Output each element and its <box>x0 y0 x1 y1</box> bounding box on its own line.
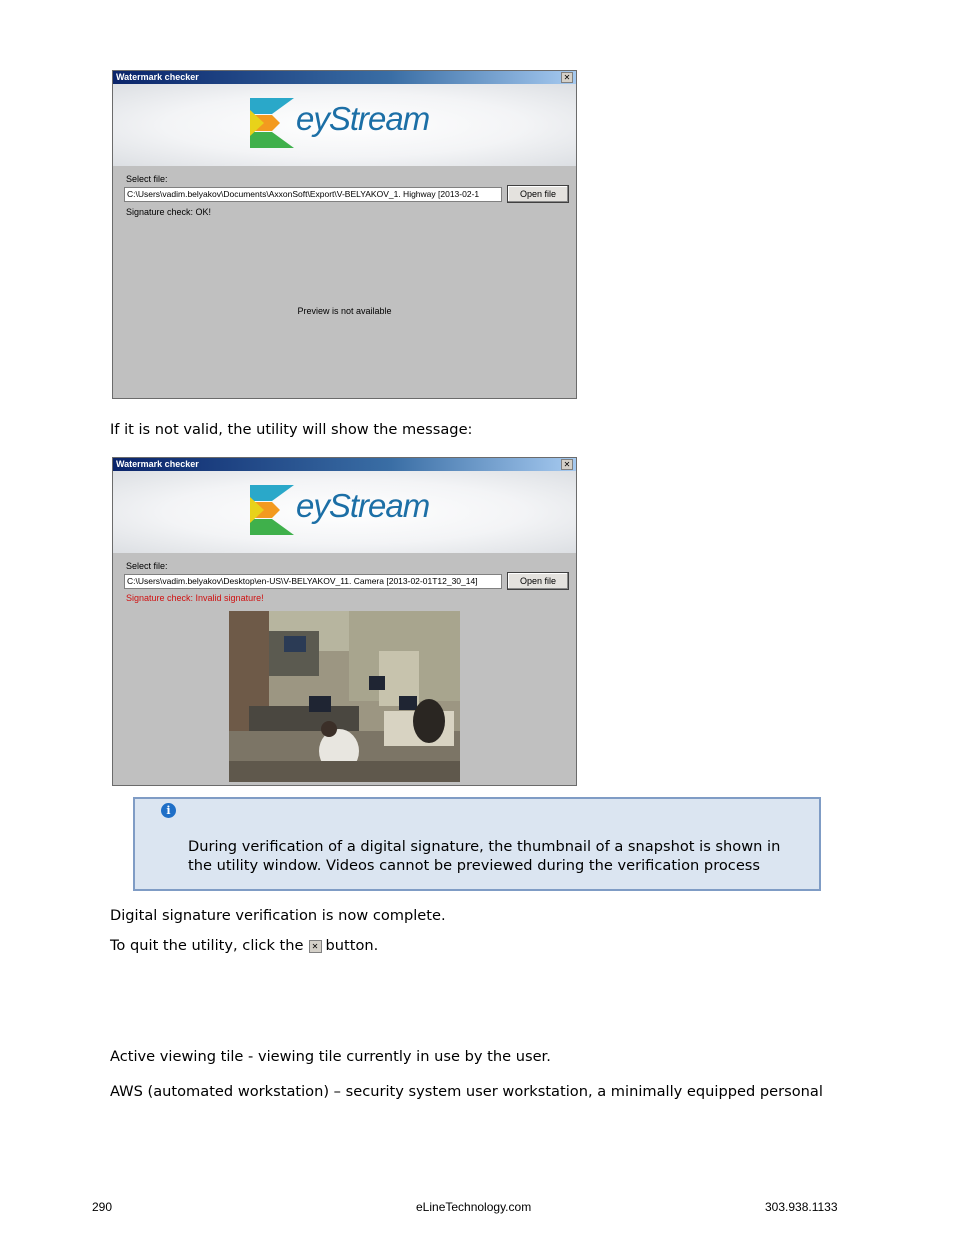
logo-text: eyStream <box>296 100 430 137</box>
footer-phone: 303.938.1133 <box>765 1200 838 1214</box>
paragraph-complete: Digital signature verification is now complete. <box>110 907 446 924</box>
open-file-button[interactable]: Open file <box>507 185 569 203</box>
quit-text-after: button. <box>325 937 379 954</box>
note-line-2: the utility window. Videos cannot be previewed during the verification process <box>188 857 761 874</box>
footer-website: eLineTechnology.com <box>416 1200 532 1214</box>
close-icon[interactable]: ✕ <box>561 459 573 470</box>
note-line-1: During verification of a digital signature, the thumbnail of a snapshot is shown in <box>188 838 781 855</box>
logo-banner <box>113 471 576 553</box>
info-icon: i <box>161 803 176 818</box>
eystream-logo-icon <box>250 485 296 535</box>
file-path-input[interactable]: C:\Users\vadim.belyakov\Documents\AxxonSoft\Export\V-BELYAKOV_1. Highway [2013-02-1 <box>124 187 502 202</box>
signature-status: Signature check: OK! <box>126 207 212 217</box>
eystream-logo <box>250 485 445 535</box>
logo-text: eyStream <box>296 487 430 524</box>
info-note <box>133 797 821 891</box>
window-title-bar <box>113 71 576 84</box>
select-file-label: Select file: <box>126 174 168 184</box>
window-title: Watermark checker <box>116 459 199 469</box>
file-path-input[interactable]: C:\Users\vadim.belyakov\Desktop\en-US\V-BELYAKOV_11. Camera [2013-02-01T12_30_14] <box>124 574 502 589</box>
office-snapshot-image <box>229 611 460 782</box>
window-title-bar <box>113 458 576 471</box>
snapshot-thumbnail <box>229 611 460 782</box>
paragraph-active-tile: Active viewing tile - viewing tile currently in use by the user. <box>110 1048 551 1065</box>
window-title: Watermark checker <box>116 72 199 82</box>
logo-banner <box>113 84 576 166</box>
paragraph-invalid: If it is not valid, the utility will show the message: <box>110 421 473 438</box>
footer-page-number: 290 <box>92 1200 113 1214</box>
select-file-label: Select file: <box>126 561 168 571</box>
open-file-button[interactable]: Open file <box>507 572 569 590</box>
eystream-logo <box>250 98 445 148</box>
preview-message: Preview is not available <box>297 306 392 316</box>
close-icon[interactable]: ✕ <box>561 72 573 83</box>
paragraph-quit <box>110 937 378 954</box>
paragraph-aws: AWS (automated workstation) – security system user workstation, a minimally equipped personal <box>110 1083 823 1100</box>
close-icon: ✕ <box>309 940 322 953</box>
eystream-logo-icon <box>250 98 296 148</box>
quit-text-before: To quit the utility, click the <box>110 937 304 954</box>
watermark-checker-window-ok <box>112 70 577 399</box>
watermark-checker-window-invalid <box>112 457 577 786</box>
signature-status: Signature check: Invalid signature! <box>126 593 264 603</box>
